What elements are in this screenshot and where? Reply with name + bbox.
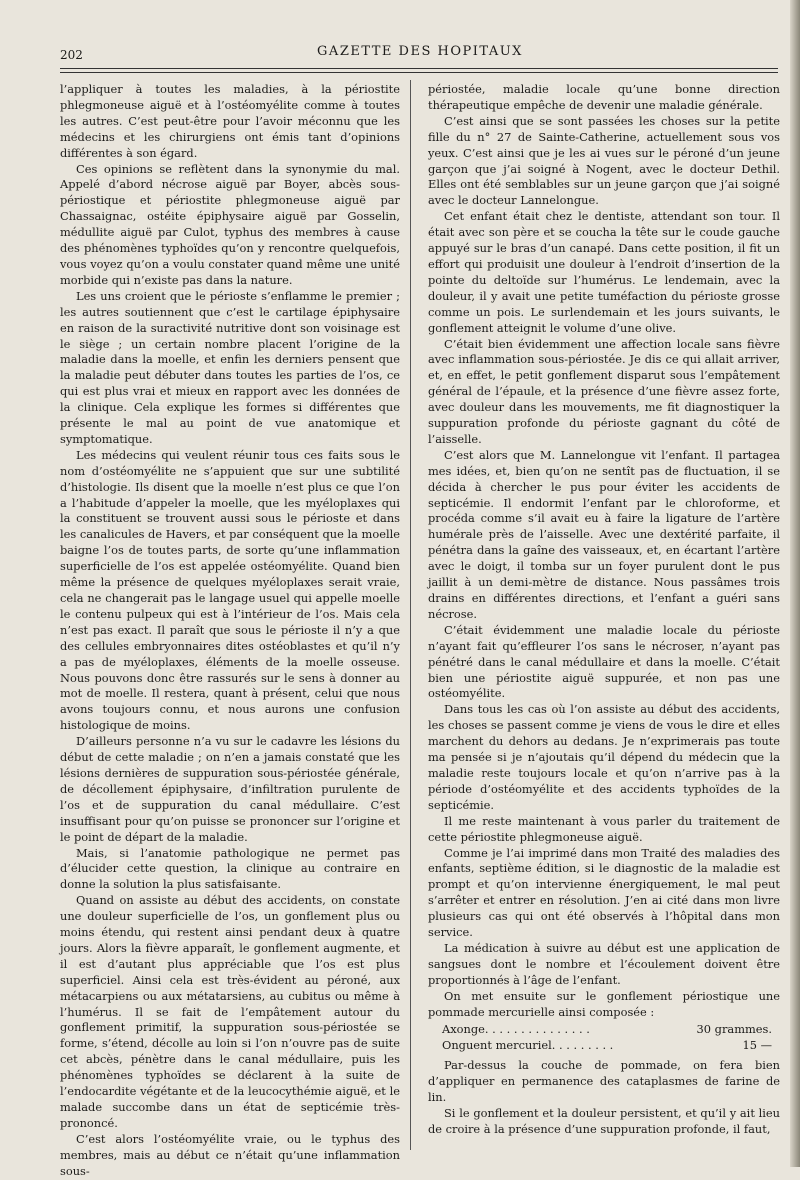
paragraph: C’est alors que M. Lannelongue vit l’enfant. Il partagea mes idées, et, bien qu’on ne sentît pas de fluctuation, il se décida à chercher le pus pour éviter les accidents de septicémie. Il endormit l’enfant par le chloroforme, et procéda comme s’il avait eu à faire la ligature de l’artère humérale près de l’aisselle. Avec une dextérité parfaite, il pénétra dans la gaîne des vaisseaux, et, en écartant l’artère avec le doigt, il tomba sur un foyer purulent dont le pus jaillit à un demi-mètre de distance. Nous passâmes trois drains en différentes directions, et l’enfant a guéri sans nécrose. [428,447,780,621]
paragraph: Comme je l’ai imprimé dans mon Traité des maladies des enfants, septième édition, si le diagnostic de la maladie est prompt et qu’on intervienne énergiquement, le mal peut s’arrêter et entrer en résolution. J’en ai cité dans mon livre plusieurs cas qui ont été observés à l’hôpital dans mon service. [428,845,780,940]
left-column [60,82,400,1178]
paragraph: On met ensuite sur le gonflement périostique une pommade mercurielle ainsi composée : [428,988,780,1019]
paragraph: La médication à suivre au début est une application de sangsues dont le nombre et l’écoulement doivent être proportionnés à l’âge de l’enfant. [428,940,780,987]
paragraph: Par-dessus la couche de pommade, on fera bien d’appliquer en permanence des cataplasmes de farine de lin. [428,1058,780,1105]
ingredient-quantity: 15 — [742,1038,772,1053]
paragraph: C’est ainsi que se sont passées les choses sur la petite fille du n° 27 de Sainte-Catherine, actuellement sous vos yeux. C’est ainsi que je les ai vues sur le péroné d’un jeune garçon que j’ai soigné à Nogent, avec le docteur Dethil. Elles ont été semblables sur un jeune garçon que j’ai soigné avec le docteur Lannelongue. [428,113,780,208]
paragraph: Si le gonflement et la douleur persistent, et qu’il y ait lieu de croire à la présence d’une suppuration profonde, il faut, [428,1106,780,1136]
right-column [428,82,780,1157]
header-rule-double [60,72,778,73]
paragraph: C’était bien évidemment une affection locale sans fièvre avec inflammation sous-périostée. Je dis ce qui allait arriver, et, en effet, le petit gonflement disparut sous l’empâtement général de l’épaule, et la présence d’une fièvre assez forte, avec douleur dans les mouvements, me fit diagnostiquer la suppuration profonde du périoste gagnant du côté de l’aisselle. [428,336,780,446]
paragraph: Dans tous les cas où l’on assiste au début des accidents, les choses se passent comme je viens de vous le dire et elles marchent du dehors au dedans. Je n’exprimerais pas toute ma pensée si je n’ajoutais qu’il dépend du médecin que la maladie reste toujours locale et qu’on n’arrive pas à la période d’ostéomyélite et des accidents typhoïdes de la septicémie. [428,702,780,812]
paragraph: C’est alors l’ostéomyélite vraie, ou le typhus des membres, mais au début ce n’était qu’une inflammation sous- [60,1131,400,1178]
paragraph: C’était évidemment une maladie locale du périoste n’ayant fait qu’effleurer l’os sans le nécroser, n’ayant pas pénétré dans le canal médullaire et dans la moelle. C’était bien une périostite aiguë suppurée, et non pas une ostéomyélite. [428,622,780,701]
prescription-formula [428,1022,780,1054]
journal-title: GAZETTE DES HOPITAUX [317,44,523,59]
paragraph: Cet enfant était chez le dentiste, attendant son tour. Il était avec son père et se coucha la tête sur le coude gauche appuyé sur le bras d’un canapé. Dans cette position, il fit un effort qui produisit une douleur à l’endroit d’insertion de la pointe du deltoïde sur l’humérus. Le lendemain, avec la douleur, il y avait une petite tuméfaction du périoste grosse comme un pois. Le surlendemain et les jours suivants, le gonflement atteignit le volume d’une olive. [428,209,780,335]
formula-row [428,1038,780,1054]
paragraph: Les médecins qui veulent réunir tous ces faits sous le nom d’ostéomyélite ne s’appuient que sur une subtilité d’histologie. Ils disent que la moelle n’est plus ce que l’on a l’habitude d’appeler la moelle, que les myéloplaxes qui la constituent se trouvent aussi sous le périoste et dans les canalicules de Havers, et par conséquent que la moelle baigne l’os de toutes parts, de sorte qu’une inflammation superficielle de l’os est appelée ostéomyélite. Quand bien même la présence de quelques myéloplaxes serait vraie, cela ne changerait pas le langage usuel qui appelle moelle le contenu pulpeux qui est à l’intérieur de l’os. Mais cela n’est pas exact. Il paraît que sous le périoste il n’y a que des cellules embryonnaires dites ostéoblastes et qu’il n’y a pas de myéloplaxes, éléments de la moelle osseuse. Nous pouvons donc être rassurés sur le sens à donner au mot de moelle. Il restera, quant à présent, celui que nous avons toujours connu, et nous aurons une confusion histologique de moins. [60,447,400,733]
page-header [60,44,780,64]
paragraph: Il me reste maintenant à vous parler du traitement de cette périostite phlegmoneuse aiguë. [428,813,780,844]
paragraph: Ces opinions se reflètent dans la synonymie du mal. Appelé d’abord nécrose aiguë par Boyer, abcès sous-périostique et périostite phlegmoneuse aiguë par Chassaignac, ostéite épiphysaire aiguë par Gosselin, médullite aiguë par Culot, typhus des membres à cause des phénomènes typhoïdes qu’on y rencontre quelquefois, vous voyez qu’on a voulu constater quand même une unité morbide qui n’existe pas dans la nature. [60,161,400,287]
header-rule [60,68,778,69]
paragraph: Quand on assiste au début des accidents, on constate une douleur superficielle de l’os, un gonflement plus ou moins étendu, qui restent ainsi pendant deux à quatre jours. Alors la fièvre apparaît, le gonflement augmente, et il est d’autant plus appréciable que l’os est plus superficiel. Ainsi cela est très-évident au péroné, aux métacarpiens ou aux métatarsiens, au cubitus ou même à l’humérus. Il se fait de l’empâtement autour du gonflement primitif, la suppuration sous-périostée se forme, s’étend, décolle au loin si l’on n’ouvre pas de suite cet abcès, pénètre dans le canal médullaire, puis les phénomènes typhoïdes se déclarent à la suite de l’endocardite végétante et de la leucocythémie aiguë, et le malade succombe dans un état de septicémie très-prononcé. [60,893,400,1130]
ingredient-quantity: 30 grammes. [696,1022,772,1037]
paragraph: Les uns croient que le périoste s’enflamme le premier ; les autres soutiennent que c’est le cartilage épiphysaire en raison de la suractivité nutritive dont son voisinage est le siège ; un certain nombre placent l’origine de la maladie dans la moelle, et enfin les derniers pensent que la maladie peut débuter dans toutes les parties de l’os, ce qui est plus vrai et mieux en rapport avec les données de la clinique. Cela explique les formes si différentes que présente le mal au point de vue anatomique et symptomatique. [60,288,400,446]
ingredient-name: Onguent mercuriel. . . . . . . . . [442,1038,614,1053]
column-divider [410,80,411,1150]
binding-edge [790,0,800,1167]
paragraph: l’appliquer à toutes les maladies, à la périostite phlegmoneuse aiguë et à l’ostéomyélite comme à toutes les autres. C’est peut-être pour l’avoir méconnu que les médecins et les chirurgiens ont émis tant d’opinions différentes à son égard. [60,82,400,160]
ingredient-name: Axonge. . . . . . . . . . . . . . . [442,1022,590,1037]
formula-row [428,1022,780,1038]
paragraph: D’ailleurs personne n’a vu sur le cadavre les lésions du début de cette maladie ; on n’en a jamais constaté que les lésions dernières de suppuration sous-périostée générale, de décollement épiphysaire, d’infiltration purulente de l’os et de suppuration du canal médullaire. C’est insuffisant pour qu’on puisse se prononcer sur l’origine et le point de départ de la maladie. [60,734,400,844]
paragraph: périostée, maladie locale qu’une bonne direction thérapeutique empêche de devenir une maladie générale. [428,82,780,112]
page-number: 202 [60,48,83,62]
paragraph: Mais, si l’anatomie pathologique ne permet pas d’élucider cette question, la clinique au contraire en donne la solution la plus satisfaisante. [60,845,400,892]
